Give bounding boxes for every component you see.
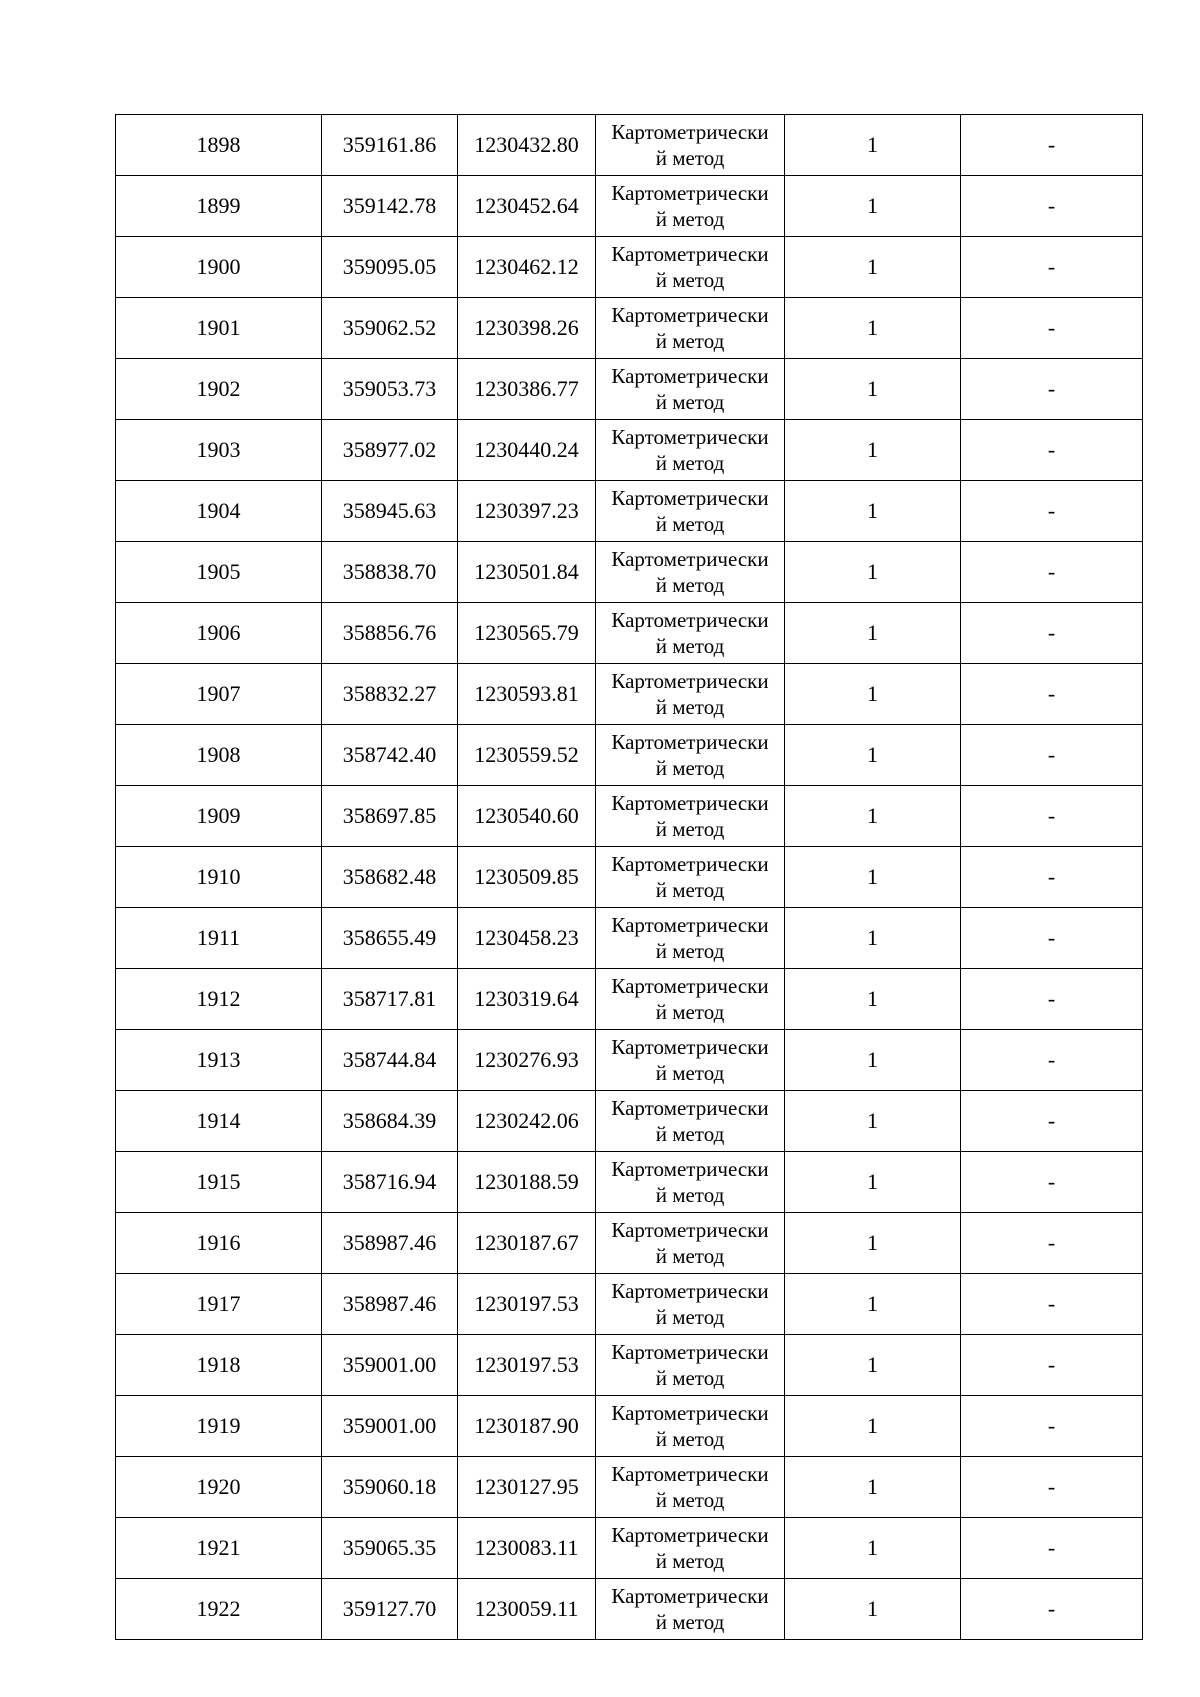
note-cell: -	[961, 786, 1143, 847]
y-coordinate-cell: 1230458.23	[458, 908, 596, 969]
x-coordinate-cell: 358838.70	[322, 542, 458, 603]
note-cell: -	[961, 359, 1143, 420]
table-row	[116, 908, 1143, 969]
x-coordinate-cell: 358987.46	[322, 1274, 458, 1335]
accuracy-cell: 1	[785, 359, 961, 420]
method-line-1: Картометрически	[611, 1157, 769, 1181]
method-cell	[596, 237, 785, 298]
note-cell: -	[961, 1091, 1143, 1152]
y-coordinate-cell: 1230432.80	[458, 115, 596, 176]
accuracy-cell: 1	[785, 847, 961, 908]
point-number-cell: 1906	[116, 603, 322, 664]
note-cell: -	[961, 298, 1143, 359]
y-coordinate-cell: 1230559.52	[458, 725, 596, 786]
x-coordinate-cell: 359095.05	[322, 237, 458, 298]
point-number-cell: 1915	[116, 1152, 322, 1213]
note-cell: -	[961, 847, 1143, 908]
x-coordinate-cell: 358856.76	[322, 603, 458, 664]
y-coordinate-cell: 1230462.12	[458, 237, 596, 298]
method-line-1: Картометрически	[611, 242, 769, 266]
x-coordinate-cell: 359060.18	[322, 1457, 458, 1518]
table-row	[116, 237, 1143, 298]
accuracy-cell: 1	[785, 1457, 961, 1518]
method-line-2: й метод	[655, 1610, 725, 1634]
note-cell: -	[961, 1335, 1143, 1396]
method-line-2: й метод	[655, 146, 725, 170]
method-line-1: Картометрически	[611, 1401, 769, 1425]
y-coordinate-cell: 1230565.79	[458, 603, 596, 664]
method-line-2: й метод	[655, 1244, 725, 1268]
method-cell	[596, 542, 785, 603]
accuracy-cell: 1	[785, 115, 961, 176]
point-number-cell: 1901	[116, 298, 322, 359]
point-number-cell: 1922	[116, 1579, 322, 1640]
table-row	[116, 542, 1143, 603]
method-line-2: й метод	[655, 1122, 725, 1146]
point-number-cell: 1911	[116, 908, 322, 969]
note-cell: -	[961, 481, 1143, 542]
y-coordinate-cell: 1230398.26	[458, 298, 596, 359]
point-number-cell: 1912	[116, 969, 322, 1030]
note-cell: -	[961, 1518, 1143, 1579]
method-cell	[596, 115, 785, 176]
note-cell: -	[961, 420, 1143, 481]
note-cell: -	[961, 725, 1143, 786]
x-coordinate-cell: 358977.02	[322, 420, 458, 481]
method-line-2: й метод	[655, 268, 725, 292]
table-row	[116, 359, 1143, 420]
y-coordinate-cell: 1230509.85	[458, 847, 596, 908]
x-coordinate-cell: 358716.94	[322, 1152, 458, 1213]
method-line-2: й метод	[655, 1061, 725, 1085]
method-line-2: й метод	[655, 1000, 725, 1024]
method-cell	[596, 1030, 785, 1091]
method-cell	[596, 603, 785, 664]
y-coordinate-cell: 1230197.53	[458, 1335, 596, 1396]
method-line-1: Картометрически	[611, 913, 769, 937]
table-row	[116, 1152, 1143, 1213]
table-row	[116, 1396, 1143, 1457]
point-number-cell: 1899	[116, 176, 322, 237]
x-coordinate-cell: 359161.86	[322, 115, 458, 176]
point-number-cell: 1919	[116, 1396, 322, 1457]
method-cell	[596, 1091, 785, 1152]
note-cell: -	[961, 908, 1143, 969]
y-coordinate-cell: 1230452.64	[458, 176, 596, 237]
method-cell	[596, 359, 785, 420]
x-coordinate-cell: 358832.27	[322, 664, 458, 725]
point-number-cell: 1921	[116, 1518, 322, 1579]
method-cell	[596, 1152, 785, 1213]
y-coordinate-cell: 1230188.59	[458, 1152, 596, 1213]
accuracy-cell: 1	[785, 1396, 961, 1457]
table-row	[116, 115, 1143, 176]
x-coordinate-cell: 359001.00	[322, 1335, 458, 1396]
method-cell	[596, 420, 785, 481]
method-line-1: Картометрически	[611, 791, 769, 815]
method-cell	[596, 1396, 785, 1457]
method-line-1: Картометрически	[611, 1462, 769, 1486]
point-number-cell: 1916	[116, 1213, 322, 1274]
y-coordinate-cell: 1230187.67	[458, 1213, 596, 1274]
x-coordinate-cell: 359127.70	[322, 1579, 458, 1640]
method-line-2: й метод	[655, 939, 725, 963]
accuracy-cell: 1	[785, 1152, 961, 1213]
note-cell: -	[961, 1213, 1143, 1274]
point-number-cell: 1913	[116, 1030, 322, 1091]
method-line-1: Картометрически	[611, 303, 769, 327]
method-line-1: Картометрически	[611, 120, 769, 144]
method-line-2: й метод	[655, 1366, 725, 1390]
point-number-cell: 1903	[116, 420, 322, 481]
method-line-2: й метод	[655, 634, 725, 658]
point-number-cell: 1920	[116, 1457, 322, 1518]
point-number-cell: 1910	[116, 847, 322, 908]
note-cell: -	[961, 542, 1143, 603]
accuracy-cell: 1	[785, 1091, 961, 1152]
y-coordinate-cell: 1230276.93	[458, 1030, 596, 1091]
accuracy-cell: 1	[785, 176, 961, 237]
table-row	[116, 1213, 1143, 1274]
point-number-cell: 1900	[116, 237, 322, 298]
point-number-cell: 1898	[116, 115, 322, 176]
accuracy-cell: 1	[785, 1274, 961, 1335]
method-line-2: й метод	[655, 1427, 725, 1451]
accuracy-cell: 1	[785, 786, 961, 847]
point-number-cell: 1918	[116, 1335, 322, 1396]
method-cell	[596, 969, 785, 1030]
method-line-1: Картометрически	[611, 1035, 769, 1059]
point-number-cell: 1908	[116, 725, 322, 786]
note-cell: -	[961, 176, 1143, 237]
x-coordinate-cell: 358682.48	[322, 847, 458, 908]
point-number-cell: 1914	[116, 1091, 322, 1152]
method-line-1: Картометрически	[611, 364, 769, 388]
method-cell	[596, 1457, 785, 1518]
x-coordinate-cell: 358744.84	[322, 1030, 458, 1091]
method-line-1: Картометрически	[611, 608, 769, 632]
method-cell	[596, 1335, 785, 1396]
accuracy-cell: 1	[785, 908, 961, 969]
coordinates-table	[115, 114, 1143, 1640]
method-line-2: й метод	[655, 573, 725, 597]
table-row	[116, 786, 1143, 847]
method-line-1: Картометрически	[611, 181, 769, 205]
method-cell	[596, 847, 785, 908]
note-cell: -	[961, 664, 1143, 725]
table-row	[116, 603, 1143, 664]
accuracy-cell: 1	[785, 237, 961, 298]
method-line-1: Картометрически	[611, 730, 769, 754]
note-cell: -	[961, 603, 1143, 664]
y-coordinate-cell: 1230083.11	[458, 1518, 596, 1579]
accuracy-cell: 1	[785, 725, 961, 786]
accuracy-cell: 1	[785, 1213, 961, 1274]
x-coordinate-cell: 359142.78	[322, 176, 458, 237]
x-coordinate-cell: 359001.00	[322, 1396, 458, 1457]
method-line-1: Картометрически	[611, 425, 769, 449]
accuracy-cell: 1	[785, 298, 961, 359]
note-cell: -	[961, 1457, 1143, 1518]
accuracy-cell: 1	[785, 1518, 961, 1579]
y-coordinate-cell: 1230593.81	[458, 664, 596, 725]
method-line-1: Картометрически	[611, 547, 769, 571]
method-cell	[596, 1518, 785, 1579]
note-cell: -	[961, 1152, 1143, 1213]
table-row	[116, 481, 1143, 542]
method-line-1: Картометрически	[611, 852, 769, 876]
accuracy-cell: 1	[785, 1579, 961, 1640]
method-cell	[596, 1213, 785, 1274]
x-coordinate-cell: 358684.39	[322, 1091, 458, 1152]
y-coordinate-cell: 1230059.11	[458, 1579, 596, 1640]
point-number-cell: 1905	[116, 542, 322, 603]
y-coordinate-cell: 1230386.77	[458, 359, 596, 420]
x-coordinate-cell: 358987.46	[322, 1213, 458, 1274]
method-line-2: й метод	[655, 1488, 725, 1512]
table-row	[116, 1457, 1143, 1518]
method-line-2: й метод	[655, 390, 725, 414]
method-line-2: й метод	[655, 329, 725, 353]
method-line-2: й метод	[655, 695, 725, 719]
method-line-1: Картометрически	[611, 1279, 769, 1303]
accuracy-cell: 1	[785, 664, 961, 725]
point-number-cell: 1909	[116, 786, 322, 847]
y-coordinate-cell: 1230197.53	[458, 1274, 596, 1335]
y-coordinate-cell: 1230319.64	[458, 969, 596, 1030]
accuracy-cell: 1	[785, 420, 961, 481]
point-number-cell: 1902	[116, 359, 322, 420]
table-row	[116, 298, 1143, 359]
method-cell	[596, 1579, 785, 1640]
y-coordinate-cell: 1230540.60	[458, 786, 596, 847]
y-coordinate-cell: 1230440.24	[458, 420, 596, 481]
y-coordinate-cell: 1230397.23	[458, 481, 596, 542]
method-line-2: й метод	[655, 451, 725, 475]
accuracy-cell: 1	[785, 603, 961, 664]
note-cell: -	[961, 1579, 1143, 1640]
note-cell: -	[961, 1030, 1143, 1091]
x-coordinate-cell: 358945.63	[322, 481, 458, 542]
point-number-cell: 1907	[116, 664, 322, 725]
method-line-2: й метод	[655, 756, 725, 780]
accuracy-cell: 1	[785, 1030, 961, 1091]
method-cell	[596, 725, 785, 786]
x-coordinate-cell: 358697.85	[322, 786, 458, 847]
accuracy-cell: 1	[785, 542, 961, 603]
table-row	[116, 1274, 1143, 1335]
point-number-cell: 1917	[116, 1274, 322, 1335]
method-line-2: й метод	[655, 878, 725, 902]
table-row	[116, 725, 1143, 786]
method-cell	[596, 481, 785, 542]
note-cell: -	[961, 1274, 1143, 1335]
y-coordinate-cell: 1230187.90	[458, 1396, 596, 1457]
method-line-2: й метод	[655, 1183, 725, 1207]
accuracy-cell: 1	[785, 969, 961, 1030]
method-line-1: Картометрически	[611, 974, 769, 998]
method-cell	[596, 908, 785, 969]
x-coordinate-cell: 358655.49	[322, 908, 458, 969]
x-coordinate-cell: 359065.35	[322, 1518, 458, 1579]
table-row	[116, 1518, 1143, 1579]
method-line-1: Картометрически	[611, 1584, 769, 1608]
accuracy-cell: 1	[785, 481, 961, 542]
x-coordinate-cell: 359062.52	[322, 298, 458, 359]
accuracy-cell: 1	[785, 1335, 961, 1396]
method-cell	[596, 786, 785, 847]
note-cell: -	[961, 1396, 1143, 1457]
note-cell: -	[961, 237, 1143, 298]
method-cell	[596, 1274, 785, 1335]
table-row	[116, 664, 1143, 725]
method-cell	[596, 176, 785, 237]
table-row	[116, 1335, 1143, 1396]
table-row	[116, 1030, 1143, 1091]
table-row	[116, 1091, 1143, 1152]
x-coordinate-cell: 358742.40	[322, 725, 458, 786]
method-line-2: й метод	[655, 817, 725, 841]
table-row	[116, 969, 1143, 1030]
method-line-1: Картометрически	[611, 1340, 769, 1364]
method-cell	[596, 298, 785, 359]
x-coordinate-cell: 359053.73	[322, 359, 458, 420]
method-line-1: Картометрически	[611, 1523, 769, 1547]
table-row	[116, 176, 1143, 237]
x-coordinate-cell: 358717.81	[322, 969, 458, 1030]
coordinates-table-body	[116, 115, 1143, 1640]
y-coordinate-cell: 1230242.06	[458, 1091, 596, 1152]
table-row	[116, 420, 1143, 481]
y-coordinate-cell: 1230501.84	[458, 542, 596, 603]
method-line-2: й метод	[655, 512, 725, 536]
method-line-1: Картометрически	[611, 1218, 769, 1242]
note-cell: -	[961, 969, 1143, 1030]
method-line-1: Картометрически	[611, 1096, 769, 1120]
method-cell	[596, 664, 785, 725]
method-line-2: й метод	[655, 1549, 725, 1573]
method-line-2: й метод	[655, 207, 725, 231]
note-cell: -	[961, 115, 1143, 176]
table-row	[116, 847, 1143, 908]
point-number-cell: 1904	[116, 481, 322, 542]
table-row	[116, 1579, 1143, 1640]
method-line-1: Картометрически	[611, 669, 769, 693]
method-line-1: Картометрически	[611, 486, 769, 510]
y-coordinate-cell: 1230127.95	[458, 1457, 596, 1518]
method-line-2: й метод	[655, 1305, 725, 1329]
